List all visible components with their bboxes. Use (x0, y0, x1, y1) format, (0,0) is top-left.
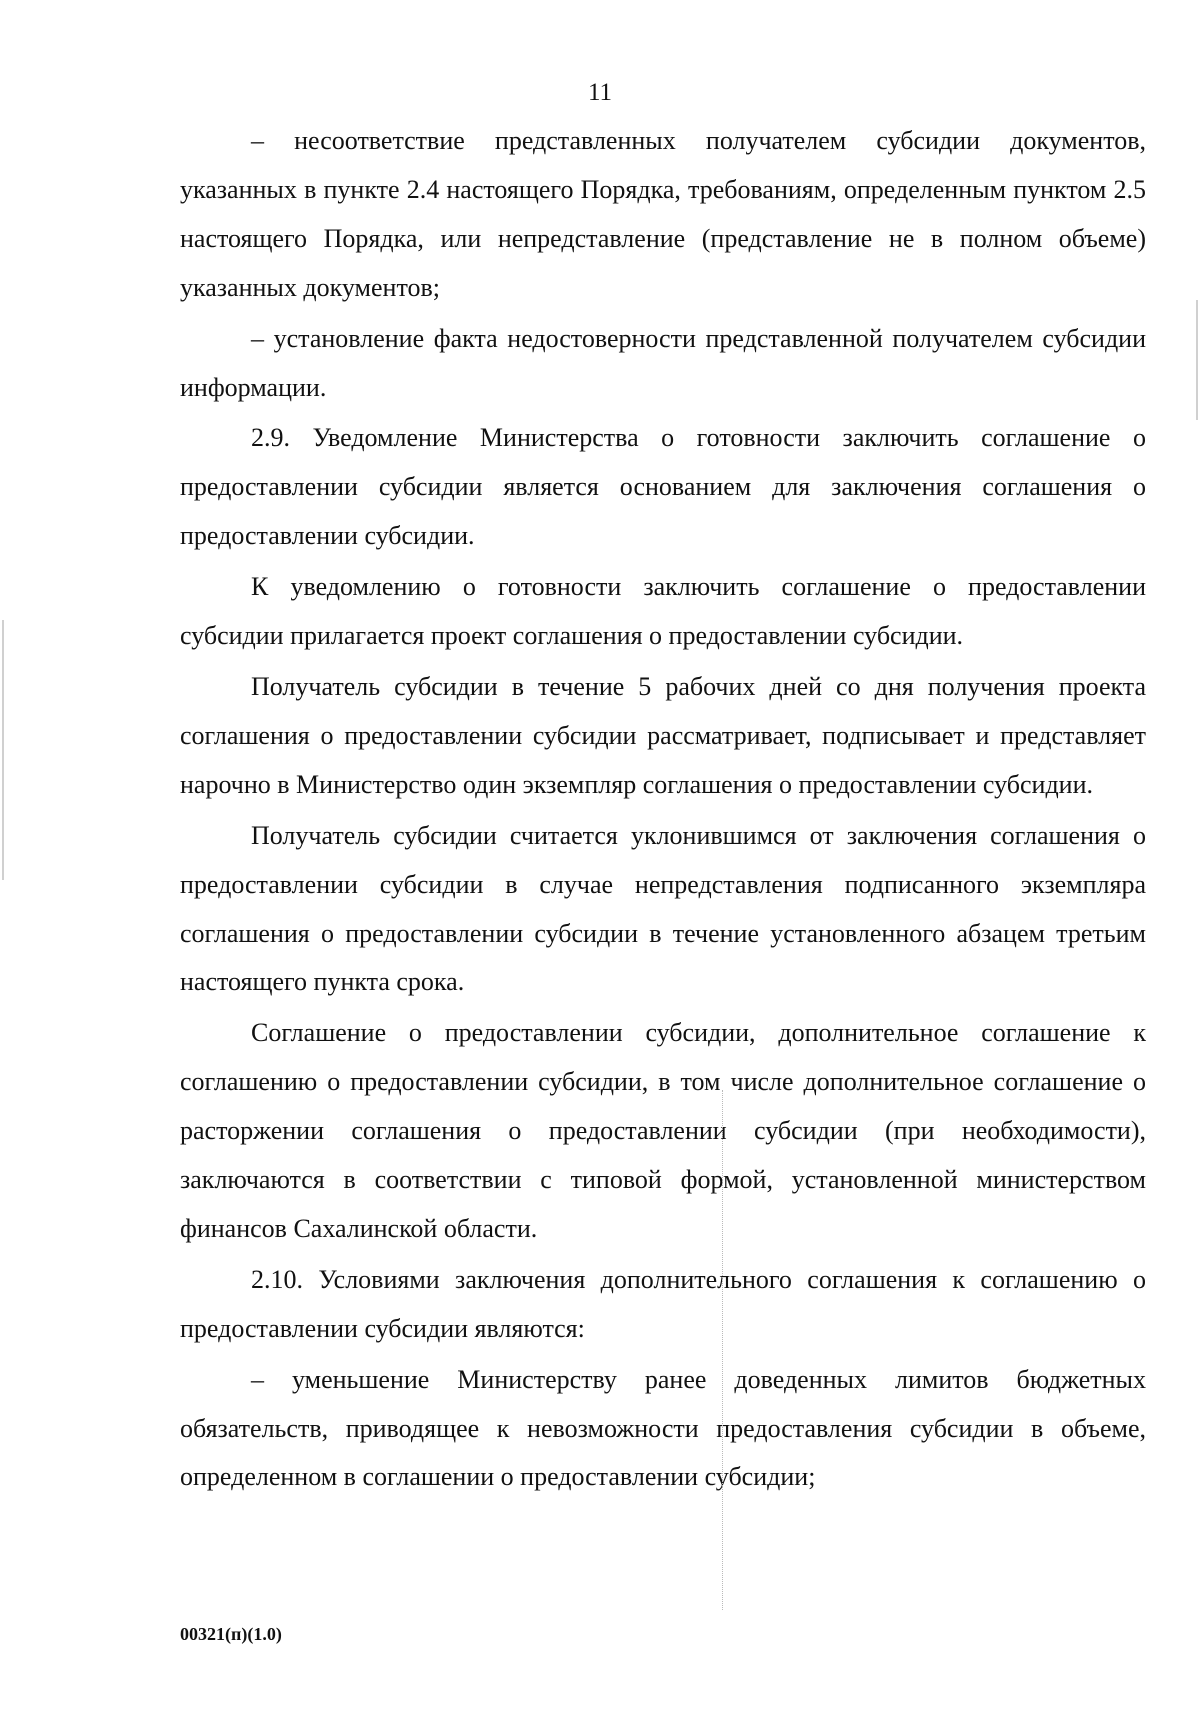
document-code: 00321(п)(1.0) (180, 1624, 282, 1644)
paragraph-recipient-signing: Получатель субсидии в течение 5 рабочих дней со дня получения проекта соглашения о предоставлении субсидии рассматривает, подписывает и представляет нарочно в Министерство один экземпляр соглашения о предоставлении субсидии. (180, 671, 1146, 799)
paragraph-budget-limits: – уменьшение Министерству ранее доведенных лимитов бюджетных обязательств, приводящее к невозможности предоставления субсидии в объеме, определенном в соглашении о предоставлении субсидии; (180, 1364, 1146, 1492)
paragraph-2-9-notification: 2.9. Уведомление Министерства о готовности заключить соглашение о предоставлении субсидии является основанием для заключения соглашения о предоставлении субсидии. (180, 423, 1146, 551)
paragraph-draft-agreement: К уведомлению о готовности заключить соглашение о предоставлении субсидии прилагается проект соглашения о предоставлении субсидии. (180, 572, 1146, 651)
paragraph-evasion: Получатель субсидии считается уклонившимся от заключения соглашения о предоставлении субсидии в случае непредставления подписанного экземпляра соглашения о предоставлении субсидии в течение установленного абзацем третьим настоящего пункта срока. (180, 820, 1146, 997)
document-body (180, 117, 1146, 1504)
paragraph-2-10-conditions: 2.10. Условиями заключения дополнительного соглашения к соглашению о предоставлении субсидии являются: (180, 1264, 1146, 1343)
paragraph-nonconformity: – несоответствие представленных получателем субсидии документов, указанных в пункте 2.4 настоящего Порядка, требованиям, определенным пунктом 2.5 настоящего Порядка, или непредставление (представление не в полном объеме) указанных документов; (180, 126, 1146, 302)
paragraph-false-information: – установление факта недостоверности представленной получателем субсидии информации. (180, 323, 1146, 402)
scan-edge-mark (2, 620, 4, 880)
scan-fold-line (722, 1090, 723, 1610)
scan-edge-mark (1196, 300, 1198, 420)
page-number: 11 (587, 79, 613, 106)
paragraph-standard-form: Соглашение о предоставлении субсидии, дополнительное соглашение к соглашению о предоставлении субсидии, в том числе дополнительное соглашение о расторжении соглашения о предоставлении субсидии (при необходимости), заключаются в соответствии с типовой формой, установленной министерством финансов Сахалинской области. (180, 1018, 1146, 1243)
